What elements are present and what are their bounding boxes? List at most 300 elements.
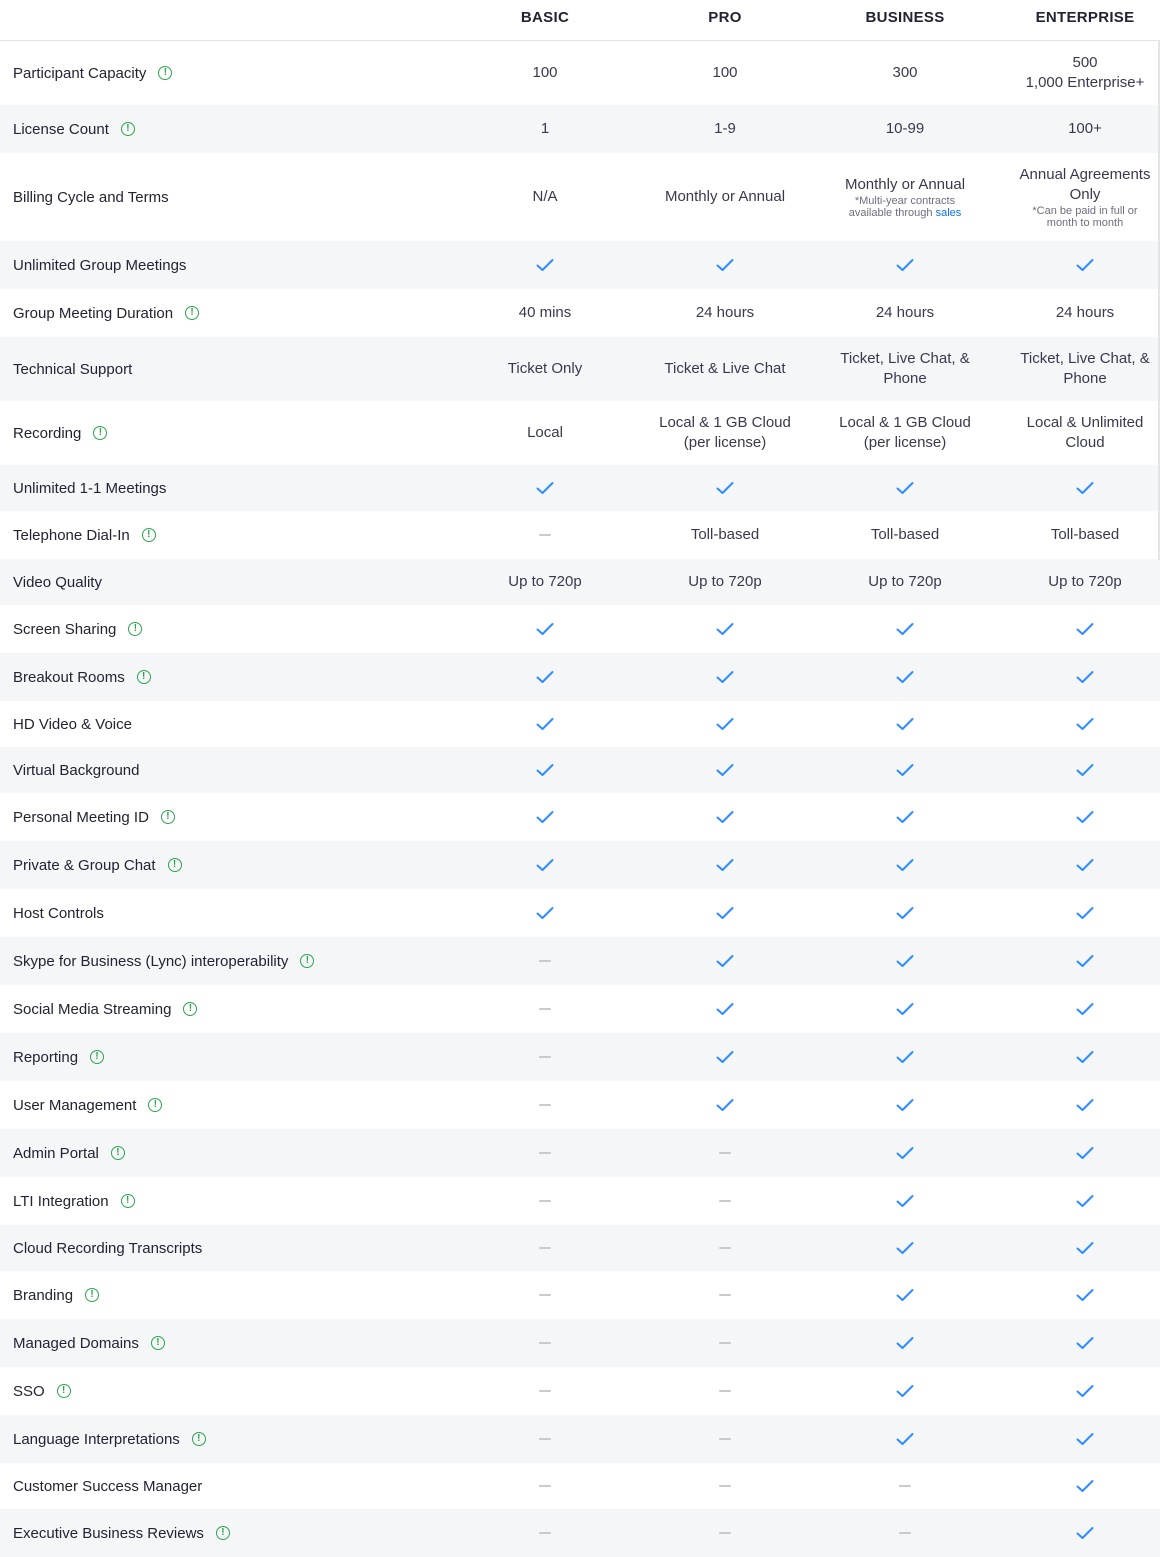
feature-label: Admin Portal [13,1144,99,1162]
feature-name [13,747,139,793]
check-icon [896,258,914,272]
info-icon[interactable]: ! [183,1002,197,1016]
feature-label: Customer Success Manager [13,1477,203,1495]
feature-label: Telephone Dial-In [13,526,130,544]
cell-value: Ticket Only [507,360,583,377]
cell-business [815,793,995,841]
cell-value: Up to 720p [688,573,762,590]
feature-rows [0,41,1160,1557]
cell-pro [635,289,815,337]
cell-enterprise [995,793,1160,841]
not-included-dash-icon [719,1438,731,1440]
feature-label: Private & Group Chat [13,856,156,874]
feature-name [13,1271,99,1319]
check-icon [536,717,554,731]
table-row-skype-for-business-lync-interoperability [0,937,1160,985]
cell-pro [635,1033,815,1081]
feature-label: Unlimited 1-1 Meetings [13,479,167,497]
check-icon [1076,810,1094,824]
cell-pro [635,1081,815,1129]
cell-enterprise [995,1319,1160,1367]
cell-pro [635,1177,815,1225]
cell-basic [455,337,635,401]
cell-pro [635,605,815,653]
check-icon [716,954,734,968]
not-included-dash-icon [539,534,551,536]
check-icon [1076,858,1094,872]
cell-basic [455,511,635,559]
cell-value-line: Phone [1063,370,1107,387]
table-row-social-media-streaming [0,985,1160,1033]
check-icon [896,1146,914,1160]
feature-label: SSO [13,1382,45,1400]
cell-enterprise [995,1271,1160,1319]
info-icon[interactable]: ! [142,528,156,542]
feature-name [13,605,142,653]
table-row-participant-capacity [0,41,1160,105]
cell-enterprise [995,605,1160,653]
not-included-dash-icon [539,1104,551,1106]
info-icon[interactable]: ! [128,622,142,636]
not-included-dash-icon [539,1532,551,1534]
cell-enterprise [995,1177,1160,1225]
cell-basic [455,1129,635,1177]
feature-label: Billing Cycle and Terms [13,188,169,206]
cell-value-line: Local & 1 GB Cloud [839,414,971,431]
cell-business [815,1225,995,1271]
feature-name [13,1367,71,1415]
table-row-video-quality [0,559,1160,605]
check-icon [1076,1479,1094,1493]
table-row-unlimited-1-1-meetings [0,465,1160,511]
check-icon [1076,954,1094,968]
feature-name [13,465,166,511]
cell-business [815,1129,995,1177]
cell-basic [455,1177,635,1225]
feature-label: Reporting [13,1048,79,1066]
check-icon [896,906,914,920]
feature-name [13,105,135,153]
cell-business [815,465,995,511]
feature-name [13,1225,202,1271]
table-row-unlimited-group-meetings [0,241,1160,289]
cell-enterprise [995,465,1160,511]
table-row-technical-support [0,337,1160,401]
cell-business [815,1463,995,1509]
check-icon [896,1336,914,1350]
cell-value: 40 mins [518,304,572,321]
table-row-managed-domains [0,1319,1160,1367]
check-icon [896,622,914,636]
cell-value: Monthly or Annual [664,188,786,205]
cell-basic [455,701,635,747]
cell-business [815,747,995,793]
cell-value-line: Ticket, Live Chat, & [1020,350,1150,367]
info-icon[interactable]: ! [121,1194,135,1208]
feature-name [13,511,156,559]
cell-value: 100+ [1068,120,1102,137]
cell-value: 24 hours [875,304,935,321]
cell-business [815,1033,995,1081]
info-icon[interactable]: ! [192,1432,206,1446]
cell-business [815,511,995,559]
table-row-user-management [0,1081,1160,1129]
info-icon[interactable]: ! [168,858,182,872]
cell-basic [455,41,635,105]
cell-pro [635,401,815,465]
cell-value: 24 hours [1055,304,1115,321]
feature-name [13,937,314,985]
feature-name [13,841,182,889]
feature-name [13,701,132,747]
check-icon [896,1384,914,1398]
cell-enterprise [995,153,1160,241]
check-icon [1076,481,1094,495]
cell-enterprise [995,401,1160,465]
cell-value: 100 [712,64,738,81]
cell-pro [635,337,815,401]
check-icon [536,258,554,272]
cell-business [815,937,995,985]
cell-enterprise [995,747,1160,793]
info-icon[interactable]: ! [300,954,314,968]
feature-name [13,1129,125,1177]
check-icon [536,906,554,920]
info-icon[interactable]: ! [137,670,151,684]
cell-enterprise [995,1415,1160,1463]
sales-link[interactable]: sales [935,207,962,219]
cell-basic [455,605,635,653]
not-included-dash-icon [719,1294,731,1296]
check-icon [536,763,554,777]
info-icon[interactable]: ! [151,1336,165,1350]
check-icon [716,622,734,636]
check-icon [1076,258,1094,272]
cell-enterprise [995,1033,1160,1081]
cell-pro [635,1367,815,1415]
cell-enterprise [995,889,1160,937]
not-included-dash-icon [539,1200,551,1202]
cell-pro [635,1319,815,1367]
check-icon [536,810,554,824]
table-row-screen-sharing [0,605,1160,653]
feature-label: Branding [13,1286,74,1304]
cell-pro [635,793,815,841]
cell-pro [635,841,815,889]
feature-label: Video Quality [13,573,102,591]
check-icon [716,1050,734,1064]
plan-header-pro: PRO [708,9,742,26]
feature-name [13,401,107,465]
info-icon[interactable]: ! [148,1098,162,1112]
table-row-lti-integration [0,1177,1160,1225]
info-icon[interactable]: ! [93,426,107,440]
feature-label: User Management [13,1096,137,1114]
check-icon [1076,1098,1094,1112]
cell-footnote [835,195,975,219]
cell-value: Up to 720p [1048,573,1122,590]
cell-pro [635,1129,815,1177]
check-icon [716,717,734,731]
check-icon [716,258,734,272]
not-included-dash-icon [539,1294,551,1296]
cell-value-line: Ticket, Live Chat, & [840,350,970,367]
info-icon[interactable]: ! [216,1526,230,1540]
cell-business [815,1271,995,1319]
not-included-dash-icon [719,1247,731,1249]
cell-pro [635,559,815,605]
table-row-private-group-chat [0,841,1160,889]
table-row-breakout-rooms [0,653,1160,701]
cell-basic [455,889,635,937]
cell-basic [455,401,635,465]
feature-name [13,1463,202,1509]
cell-pro [635,1225,815,1271]
feature-label: Virtual Background [13,761,140,779]
check-icon [896,858,914,872]
check-icon [1076,1288,1094,1302]
cell-business [815,41,995,105]
feature-label: Technical Support [13,360,133,378]
cell-value: N/A [532,188,558,205]
cell-enterprise [995,511,1160,559]
cell-value: Local [527,424,563,441]
cell-value: 10-99 [885,120,925,137]
feature-label: Group Meeting Duration [13,304,174,322]
check-icon [1076,1384,1094,1398]
feature-label: Skype for Business (Lync) interoperability [13,952,289,970]
feature-label: Language Interpretations [13,1430,180,1448]
cell-enterprise [995,289,1160,337]
feature-label: HD Video & Voice [13,715,132,733]
check-icon [716,1098,734,1112]
table-row-telephone-dial-in [0,511,1160,559]
cell-business [815,1177,995,1225]
not-included-dash-icon [539,1152,551,1154]
cell-business [815,605,995,653]
feature-name [13,889,104,937]
table-row-reporting [0,1033,1160,1081]
table-row-branding [0,1271,1160,1319]
feature-name [13,985,197,1033]
check-icon [1076,670,1094,684]
not-included-dash-icon [539,1438,551,1440]
info-icon[interactable]: ! [111,1146,125,1160]
cell-value: Ticket & Live Chat [664,360,786,377]
table-row-admin-portal [0,1129,1160,1177]
feature-name [13,41,172,105]
table-row-hd-video-voice [0,701,1160,747]
cell-pro [635,41,815,105]
cell-pro [635,1271,815,1319]
cell-value-line: Cloud [1065,434,1105,451]
feature-label: Executive Business Reviews [13,1524,204,1542]
check-icon [896,1002,914,1016]
cell-value: Monthly or Annual [844,176,966,193]
not-included-dash-icon [539,1247,551,1249]
cell-value: Up to 720p [508,573,582,590]
table-row-cloud-recording-transcripts [0,1225,1160,1271]
plan-header-enterprise: ENTERPRISE [1035,9,1135,26]
not-included-dash-icon [539,1485,551,1487]
feature-name [13,1415,206,1463]
feature-name [13,337,132,401]
table-row-billing-cycle-and-terms [0,153,1160,241]
check-icon [1076,1336,1094,1350]
footnote-text: *Can be paid in full or month to month [1032,205,1138,229]
feature-label: Participant Capacity [13,64,147,82]
cell-basic [455,1081,635,1129]
cell-business [815,337,995,401]
cell-enterprise [995,105,1160,153]
cell-business [815,1415,995,1463]
info-icon[interactable]: ! [57,1384,71,1398]
feature-label: Cloud Recording Transcripts [13,1239,203,1257]
feature-label: LTI Integration [13,1192,109,1210]
check-icon [896,763,914,777]
check-icon [716,481,734,495]
cell-basic [455,1415,635,1463]
cell-basic [455,1319,635,1367]
cell-business [815,559,995,605]
check-icon [1076,1194,1094,1208]
info-icon[interactable]: ! [85,1288,99,1302]
cell-pro [635,1415,815,1463]
cell-business [815,653,995,701]
cell-basic [455,105,635,153]
table-row-personal-meeting-id [0,793,1160,841]
cell-enterprise [995,559,1160,605]
cell-value: 24 hours [695,304,755,321]
cell-value: 300 [892,64,918,81]
cell-basic [455,653,635,701]
feature-label: Managed Domains [13,1334,139,1352]
table-row-virtual-background [0,747,1160,793]
cell-enterprise [995,1225,1160,1271]
cell-business [815,1081,995,1129]
cell-value-line: Local & 1 GB Cloud [659,414,791,431]
cell-basic [455,559,635,605]
cell-pro [635,937,815,985]
cell-enterprise [995,1367,1160,1415]
feature-label: Personal Meeting ID [13,808,149,826]
cell-value: 100 [532,64,558,81]
table-row-host-controls [0,889,1160,937]
cell-business [815,289,995,337]
feature-label: Screen Sharing [13,620,117,638]
feature-name [13,1319,165,1367]
check-icon [1076,763,1094,777]
plan-header-row [0,0,1160,41]
info-icon[interactable]: ! [90,1050,104,1064]
footnote-text: *Multi-year contracts available through [848,195,956,219]
plan-header-business: BUSINESS [865,9,945,26]
not-included-dash-icon [719,1532,731,1534]
feature-name [13,1081,162,1129]
cell-basic [455,793,635,841]
cell-basic [455,1225,635,1271]
table-row-recording [0,401,1160,465]
info-icon[interactable]: ! [161,810,175,824]
table-row-sso [0,1367,1160,1415]
check-icon [1076,1241,1094,1255]
cell-enterprise [995,41,1160,105]
plan-header-basic: BASIC [520,9,570,26]
feature-name [13,653,151,701]
cell-value-line: (per license) [683,434,767,451]
cell-basic [455,241,635,289]
cell-basic [455,465,635,511]
check-icon [716,906,734,920]
check-icon [536,481,554,495]
check-icon [716,1002,734,1016]
feature-label: Social Media Streaming [13,1000,172,1018]
feature-name [13,793,175,841]
feature-label: Host Controls [13,904,104,922]
cell-business [815,1319,995,1367]
not-included-dash-icon [899,1532,911,1534]
check-icon [896,954,914,968]
check-icon [716,810,734,824]
cell-basic [455,1033,635,1081]
info-icon[interactable]: ! [185,306,199,320]
info-icon[interactable]: ! [158,66,172,80]
cell-enterprise [995,241,1160,289]
cell-pro [635,241,815,289]
not-included-dash-icon [539,1056,551,1058]
cell-basic [455,937,635,985]
cell-basic [455,289,635,337]
cell-basic [455,747,635,793]
table-row-language-interpretations [0,1415,1160,1463]
table-row-customer-success-manager [0,1463,1160,1509]
cell-value: Annual Agreements Only [1019,166,1151,203]
cell-business [815,985,995,1033]
cell-pro [635,747,815,793]
check-icon [1076,906,1094,920]
not-included-dash-icon [719,1485,731,1487]
check-icon [536,858,554,872]
cell-basic [455,1271,635,1319]
check-icon [716,670,734,684]
cell-enterprise [995,985,1160,1033]
cell-business [815,153,995,241]
cell-business [815,1367,995,1415]
cell-enterprise [995,1463,1160,1509]
check-icon [1076,1526,1094,1540]
check-icon [896,810,914,824]
feature-name [13,1177,135,1225]
not-included-dash-icon [539,1342,551,1344]
cell-business [815,701,995,747]
info-icon[interactable]: ! [121,122,135,136]
cell-value-line: 500 [1072,54,1098,71]
check-icon [1076,1002,1094,1016]
check-icon [1076,1432,1094,1446]
cell-enterprise [995,1081,1160,1129]
cell-value: Up to 720p [868,573,942,590]
cell-pro [635,465,815,511]
cell-pro [635,889,815,937]
feature-label: License Count [13,120,109,138]
cell-pro [635,985,815,1033]
cell-enterprise [995,701,1160,747]
check-icon [896,670,914,684]
not-included-dash-icon [539,1390,551,1392]
cell-basic [455,841,635,889]
check-icon [896,481,914,495]
not-included-dash-icon [719,1152,731,1154]
